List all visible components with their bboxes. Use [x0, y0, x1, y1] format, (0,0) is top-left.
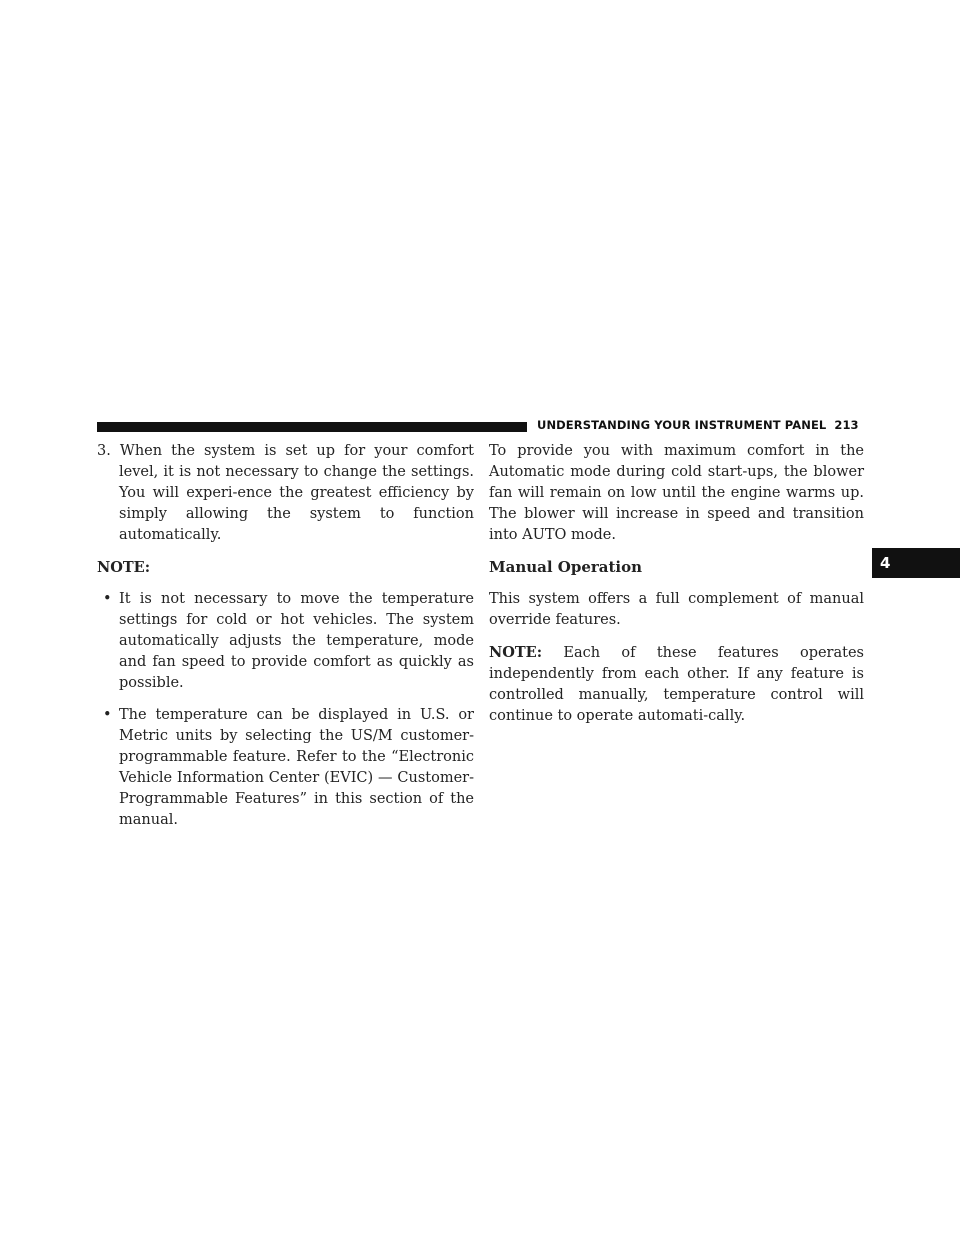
- bullet-item-2: [97, 705, 474, 831]
- bullet-text-2: The temperature can be displayed in U.S. or Metric units by selecting the US/M customer-programmable feature. Refer to the “Electronic Vehicle Information Center (EVIC) — Customer-Programmable Features” in this section of the manual.: [119, 707, 474, 828]
- right-column: [489, 441, 864, 727]
- bullet-item-1: [97, 589, 474, 694]
- manual-override-paragraph: This system offers a full complement of manual override features.: [489, 591, 864, 628]
- header-rule: [97, 422, 527, 432]
- left-column: [97, 441, 474, 831]
- note-label: NOTE:: [489, 644, 543, 661]
- chapter-tab: 4: [872, 548, 960, 578]
- bullet-icon: •: [103, 707, 112, 723]
- header-title: UNDERSTANDING YOUR INSTRUMENT PANEL: [537, 418, 827, 432]
- bullet-icon: •: [103, 591, 112, 607]
- running-header: [537, 418, 867, 432]
- note-paragraph: [489, 642, 864, 727]
- section-heading: Manual Operation: [489, 558, 643, 576]
- page-number: 213: [834, 418, 859, 432]
- step-3: 3. When the system is set up for your comfort level, it is not necessary to change the settings. You will experi-ence the greatest efficiency by simply allowing the system to function automatically.: [97, 443, 474, 543]
- intro-paragraph: To provide you with maximum comfort in the Automatic mode during cold start-ups, the blower fan will remain on low until the engine warms up. The blower will increase in speed and transition into AUTO mode.: [489, 443, 864, 543]
- bullet-text-1: It is not necessary to move the temperature settings for cold or hot vehicles. The system automatically adjusts the temperature, mode and fan speed to provide comfort as quickly as possible.: [119, 591, 474, 691]
- note-title: NOTE:: [97, 559, 151, 576]
- note-text: Each of these features operates independently from each other. If any feature is controlled manually, temperature control will continue to operate automati-cally.: [489, 645, 864, 724]
